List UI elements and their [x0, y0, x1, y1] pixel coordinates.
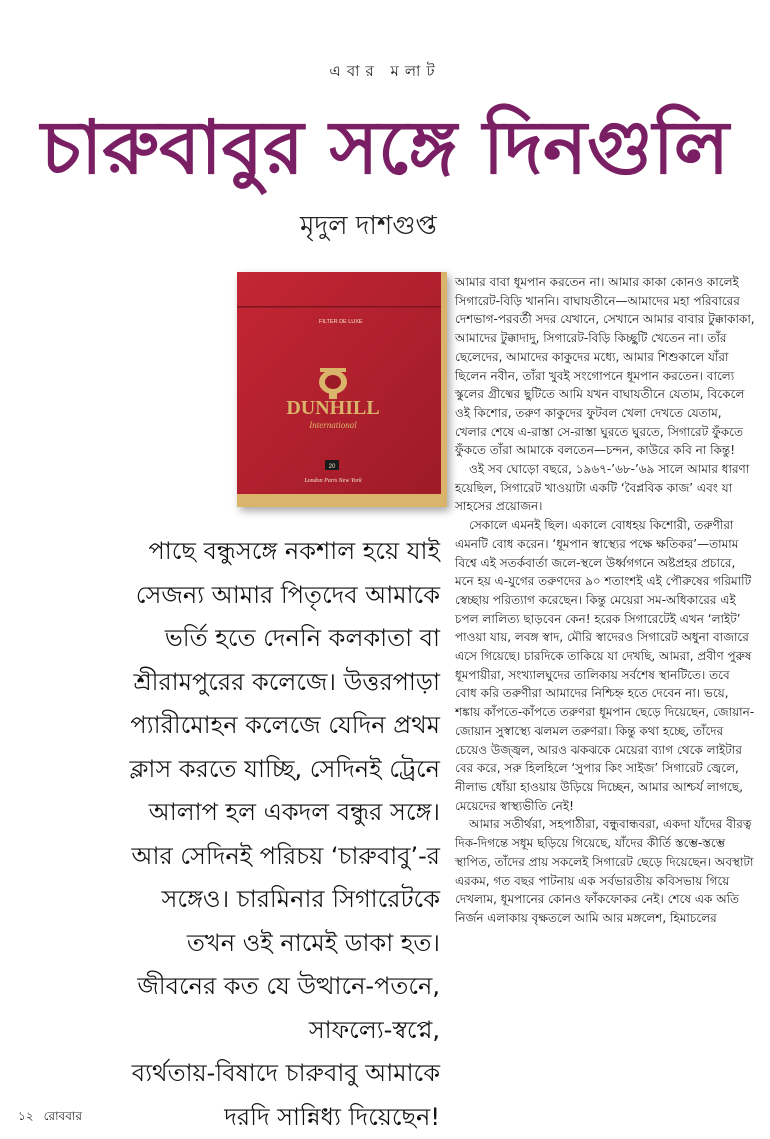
- pack-subbrand: International: [308, 420, 357, 430]
- pull-quote-line: শ্রীরামপুরের কলেজে। উত্তরপাড়া: [70, 661, 440, 705]
- pull-quote-line: প্যারীমোহন কলেজে যেদিন প্রথম: [70, 704, 440, 748]
- pull-quote-line: ব্যর্থতায়-বিষাদে চারুবাবু আমাকে: [70, 1052, 440, 1096]
- pull-quote-line: আর সেদিনই পরিচয় ‘চারুবাবু’-র: [70, 835, 440, 879]
- pull-quote-line: তখন ওই নামেই ডাকা হত।: [70, 922, 440, 966]
- pull-quote-line: দরদি সান্নিধ্য দিয়েছেন!: [70, 1096, 440, 1139]
- body-paragraph: ওই সব ঘোড়ো বছরে, ১৯৬৭-’৬৮-’৬৯ সালে আমার ধারণা হয়েছিল, সিগারেট খাওয়াটা একটি ‘বৈপ্লবিক কাজ’ এবং যা সাহসের প্রয়োজন।: [455, 460, 755, 516]
- body-paragraph: আমার বাবা ধূমপান করতেন না। আমার কাকা কোনও কালেই সিগারেট-বিড়ি খাননি। বাঘাযতীনে—আমাদের মহা পরিবারের দেশভাগ-পরবর্তী সদর যেখানে, সেখানে আমার বাবার টুক্কাকাকা, আমাদের টুক্কাদাদু, সিগারেট-বিড়ি কিচ্ছুটি খেতেন না। তাঁর ছেলেদের, আমাদের কাকুদের মধ্যে, আমার শিশুকালে যাঁরা ছিলেন নবীন, তাঁরা খুবই সংগোপনে ধূমপান করতেন। বাল্যে স্কুলের গ্রীষ্মের ছুটিতে আমি যখন বাঘাযতীনে যেতাম, বিকেলে ওই কিশোর, তরুণ কাকুদের ফুটবল খেলা দেখতে যেতাম, খেলার শেষে এ-রাস্তা সে-রাস্তা ঘুরতে ঘুরতে, সিগারেট ফুঁকতে ফুঁকতে তাঁরা আমাকে বলতেন—চন্দন, কাউরে কবি না কিন্তু!: [455, 273, 755, 460]
- pull-quote-line: সেজন্য আমার পিতৃদেব আমাকে: [70, 574, 440, 618]
- pull-quote-line: সাফল্যে-স্বপ্নে,: [70, 1009, 440, 1053]
- page-number: ১২: [18, 1109, 34, 1123]
- pull-quote-line: জীবনের কত যে উত্থানে-পতনে,: [70, 965, 440, 1009]
- pack-top-text: FILTER DE LUXE: [319, 319, 363, 325]
- pack-bottom-band: [237, 494, 447, 507]
- pack-lid-line: [237, 306, 447, 308]
- page-footer: [18, 1108, 92, 1128]
- article-title: চারুবাবুর সঙ্গে দিনগুলি: [0, 100, 770, 196]
- publication-name: রোববার: [44, 1109, 82, 1123]
- section-label: এবার মলাট: [0, 60, 770, 85]
- pull-quote-line: সঙ্গেও। চারমিনার সিগারেটকে: [70, 878, 440, 922]
- pack-count: 20: [329, 464, 336, 470]
- pack-side-gold: [441, 272, 447, 507]
- article-body: [455, 273, 755, 928]
- body-paragraph: সেকালে এমনই ছিল। একালে বোধহয় কিশোরী, তরুণীরা এমনটি বোধ করেন। ‘ধূমপান স্বাস্থ্যের পক্ষে ক্ষতিকর’—তামাম বিশ্বে এই সতর্কবার্তা জলে-স্থলে উর্ধ্বগগনে অষ্টপ্রহর প্রচারে, মনে হয় এ-যুগের তরুণদের ৯০ শতাংশই এই পৌরুষের গরিমাটি স্বেচ্ছায় পরিত্যাগ করেছেন। কিন্তু মেয়েরা সম-অধিকারের এই চপল লালিত্য ছাড়বেন কেন! হরেক সিগারেটেই এখন ‘লাইট’ পাওয়া যায়, লবঙ্গ স্বাদ, মৌরি স্বাদেরও সিগারেট অধুনা বাজারে এসে গিয়েছে। চারদিকে তাকিয়ে যা দেখছি, আমরা, প্রবীণ পুরুষ ধূমপায়ীরা, সংখ্যালঘুদের তালিকায় সর্বশেষ স্থানটিতে। তবে বোধ করি তরুণীরা আমাদের নিশ্চিহ্ন হতে দেবেন না। ভয়ে, শঙ্কায় কাঁপতে-কাঁপতে তরুণরা ধূমপান ছেড়ে দিয়েছেন, জোয়ান-জোয়ান সুস্বাস্থ্যে ঝলমল তরুণরা। কিন্তু কথা হচ্ছে, তাঁদের চেয়েও উজ্জ্বল, আরও ঝকঝকে মেয়েরা ব্যাগ থেকে লাইটার বের করে, সরু হিলহিলে ‘সুপার কিং সাইজ’ সিগারেট জ্বেলে, নীলাভ ধোঁয়া হাওয়ায় উড়িয়ে দিচ্ছেন, আমার আশ্চর্য লাগছে, মেয়েদের স্বাস্থ্যভীতি নেই!: [455, 516, 755, 815]
- pull-quote-line: আলাপ হল একদল বন্ধুর সঙ্গে।: [70, 791, 440, 835]
- body-paragraph: আমার সতীর্থরা, সহপাঠীরা, বন্ধুবান্ধবরা, একদা যাঁদের বীরত্ব দিক-দিগন্তে সধূম ছড়িয়ে গিয়েছে, যাঁদের কীর্তি স্তম্ভে-স্তম্ভে স্থাপিত, তাঁদের প্রায় সকলেই সিগারেট ছেড়ে দিয়েছেন। অবস্থাটা এরকম, গত বছর পাটনায় এক সর্বভারতীয় কবিসভায় গিয়ে দেখলাম, ধূমপানের কোনও ফাঁকফোকর নেই। শেষে এক অতি নির্জন এলাকায় বৃক্ষতলে আমি আর মঙ্গলেশ, হিমাচলের: [455, 815, 755, 927]
- pack-bottom-text: London Paris New York: [303, 478, 362, 484]
- pull-quote-line: পাছে বন্ধুসঙ্গে নকশাল হয়ে যাই: [70, 530, 440, 574]
- pull-quote: [70, 530, 440, 1139]
- cigarette-pack-image: [237, 272, 447, 507]
- author-byline: মৃদুল দাশগুপ্ত: [300, 205, 700, 249]
- pull-quote-line: ভর্তি হতে দেননি কলকাতা বা: [70, 617, 440, 661]
- pack-brand: DUNHILL: [286, 397, 379, 419]
- pull-quote-line: ক্লাস করতে যাচ্ছি, সেদিনই ট্রেনে: [70, 748, 440, 792]
